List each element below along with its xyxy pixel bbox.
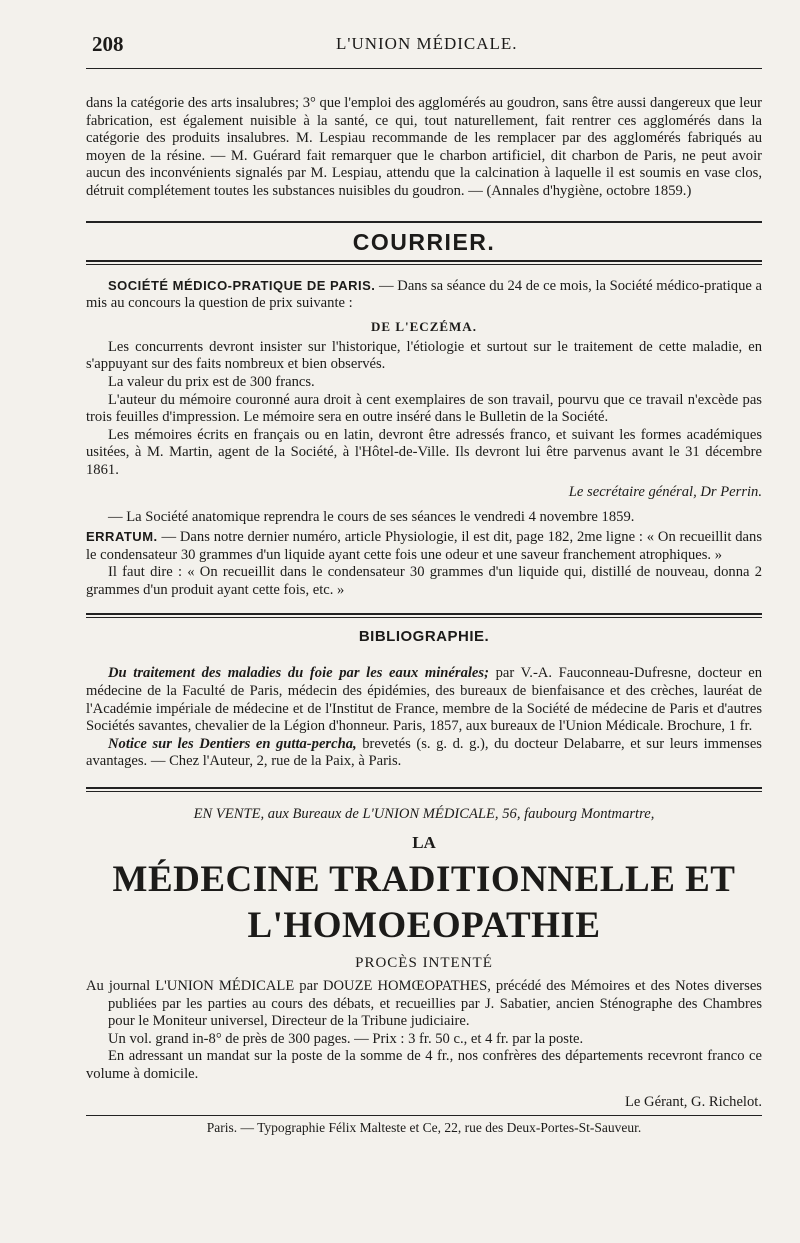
secretary-signature: Le secrétaire général, Dr Perrin. (568, 483, 762, 500)
courrier-section (86, 221, 762, 600)
printer-imprint: Paris. — Typographie Félix Malteste et Ce, 22, rue des Deux-Portes-St-Sauveur. (206, 1119, 642, 1135)
societe-label: SOCIÉTÉ MÉDICO-PRATIQUE DE PARIS. (108, 277, 376, 293)
prize-paragraph-1: Les concurrents devront insister sur l'historique, l'étiologie et surtout sur le traitement de cette maladie, en s'appuyant sur des faits nombreux et bien observés. (86, 338, 762, 373)
biblio-entry-1 (86, 665, 762, 735)
en-vente-line: EN VENTE, aux Bureaux de L'UNION MÉDICALE, 56, faubourg Montmartre, (193, 806, 655, 823)
biblio-entry-2-title: Notice sur les Dentiers en gutta-percha, (108, 735, 357, 752)
intro-paragraph: dans la catégorie des arts insalubres; 3° que l'emploi des agglomérés au goudron, sans être aussi dangereux que leur fabrication, est également nuisible à la santé, ce qui, tout naturellement, fait rentrer ces agglomérés dans la catégorie des produits insalubres. M. Lespiau recommande de les remplacer par des agglomérés fabriqués au moyen de la résine. — M. Guérard fait remarquer que le charbon artificiel, dit charbon de Paris, ne peut avoir aucun des inconvénients signalés par M. Lespiau, attendu que la calcination à laquelle il est soumis en vase clos, détruit complétement toutes les substances nuisibles du goudron. — (Annales d'hygiène, octobre 1859.) (86, 95, 762, 199)
biblio-top-rule (86, 613, 762, 618)
prize-paragraph-4: Les mémoires écrits en français ou en latin, devront être adressés franco, et suivant les formes académiques usitées, à M. Martin, agent de la Société, à l'Hôtel-de-Ville. Ils devront lui être parvenus avant le 31 décembre 1861. (86, 426, 762, 478)
advert-mandat: En adressant un mandat sur la poste de la somme de 4 fr., nos confrères des départements recevront franco ce volume à domicile. (86, 1048, 762, 1082)
advert-section (86, 787, 762, 1084)
biblio-entry-2-text: brevetés (s. g. d. g.), du docteur Delabarre, et sur leurs immenses avantages. — Chez l'Auteur, 2, rue de la Paix, à Paris. (86, 735, 762, 770)
erratum-label: ERRATUM. (86, 529, 158, 545)
advert-book-title: MÉDECINE TRADITIONNELLE ET L'HOMOEOPATHIE (112, 859, 736, 947)
courrier-title: COURRIER. (352, 228, 496, 255)
biblio-entry-1-title: Du traitement des maladies du foie par les eaux minérales; (108, 665, 489, 682)
anatomique-paragraph: — La Société anatomique reprendra le cours de ses séances le vendredi 4 novembre 1859. (108, 508, 635, 525)
societe-text: — Dans sa séance du 24 de ce mois, la Société médico-pratique a mis au concours la question de prix suivante : (86, 277, 762, 312)
biblio-title: BIBLIOGRAPHIE. (358, 628, 490, 646)
courrier-top-rule (86, 221, 762, 223)
journal-title: L'UNION MÉDICALE. (336, 34, 518, 53)
gerant-signature: Le Gérant, G. Richelot. (625, 1093, 762, 1110)
correction-paragraph: Il faut dire : « On recueillit dans le condensateur 30 grammes d'un liquide qui, distillé de nouveau, donna 2 grammes d'un produit ayant cette fois, etc. » (86, 564, 762, 598)
advert-top-rule (86, 787, 762, 792)
prize-subject: DE L'ECZÉMA. (371, 318, 477, 334)
prize-paragraph-3: L'auteur du mémoire couronné aura droit à cent exemplaires de son travail, pourvu que ce travail n'excède pas trois feuilles d'impression. Le mémoire sera en outre inséré dans le Bulletin de la Société. (86, 391, 762, 426)
bibliographie-section (86, 613, 762, 771)
advert-proces: PROCÈS INTENTÉ (355, 955, 493, 972)
biblio-entry-1-text: par V.-A. Fauconneau-Dufresne, docteur en médecine de la Faculté de Paris, médecin des épidémies, des bureaux de bienfaisance et des crèches, lauréat de l'Académie impériale de médecine et de l'Institut de France, membre de la Société de médecine de Paris et d'autres Sociétés savantes, chevalier de la Légion d'honneur. Paris, 1857, aux bureaux de l'Union Médicale. Brochure, 1 fr. (86, 665, 762, 735)
header-rule (86, 68, 762, 69)
erratum-text: — Dans notre dernier numéro, article Physiologie, il est dit, page 182, 2me ligne : « On recueillit dans le condensateur 30 grammes d'un liquide ayant cette fois une odeur et une saveur franchement atrophiques. » (86, 529, 762, 563)
advert-description: Au journal L'UNION MÉDICALE par DOUZE HOMŒOPATHES, précédé des Mémoires et des Notes diverses publiées par les parties au cours des débats, et recueillies par J. Sabatier, ancien Sténographe des Chambres pour le Moniteur universel, Directeur de la Tribune judiciaire. (86, 978, 762, 1030)
societe-paragraph (86, 277, 762, 313)
erratum-paragraph (86, 528, 762, 564)
advert-la: LA (412, 833, 436, 853)
prize-paragraph-2: La valeur du prix est de 300 francs. (108, 373, 315, 390)
footer-rule (86, 1115, 762, 1116)
courrier-bottom-rule (86, 260, 762, 265)
advert-volume: Un vol. grand in-8° de près de 300 pages. — Prix : 3 fr. 50 c., et 4 fr. par la poste. (108, 1030, 584, 1047)
biblio-entry-2 (86, 736, 762, 771)
running-head (86, 28, 762, 54)
page-number: 208 (92, 32, 124, 56)
